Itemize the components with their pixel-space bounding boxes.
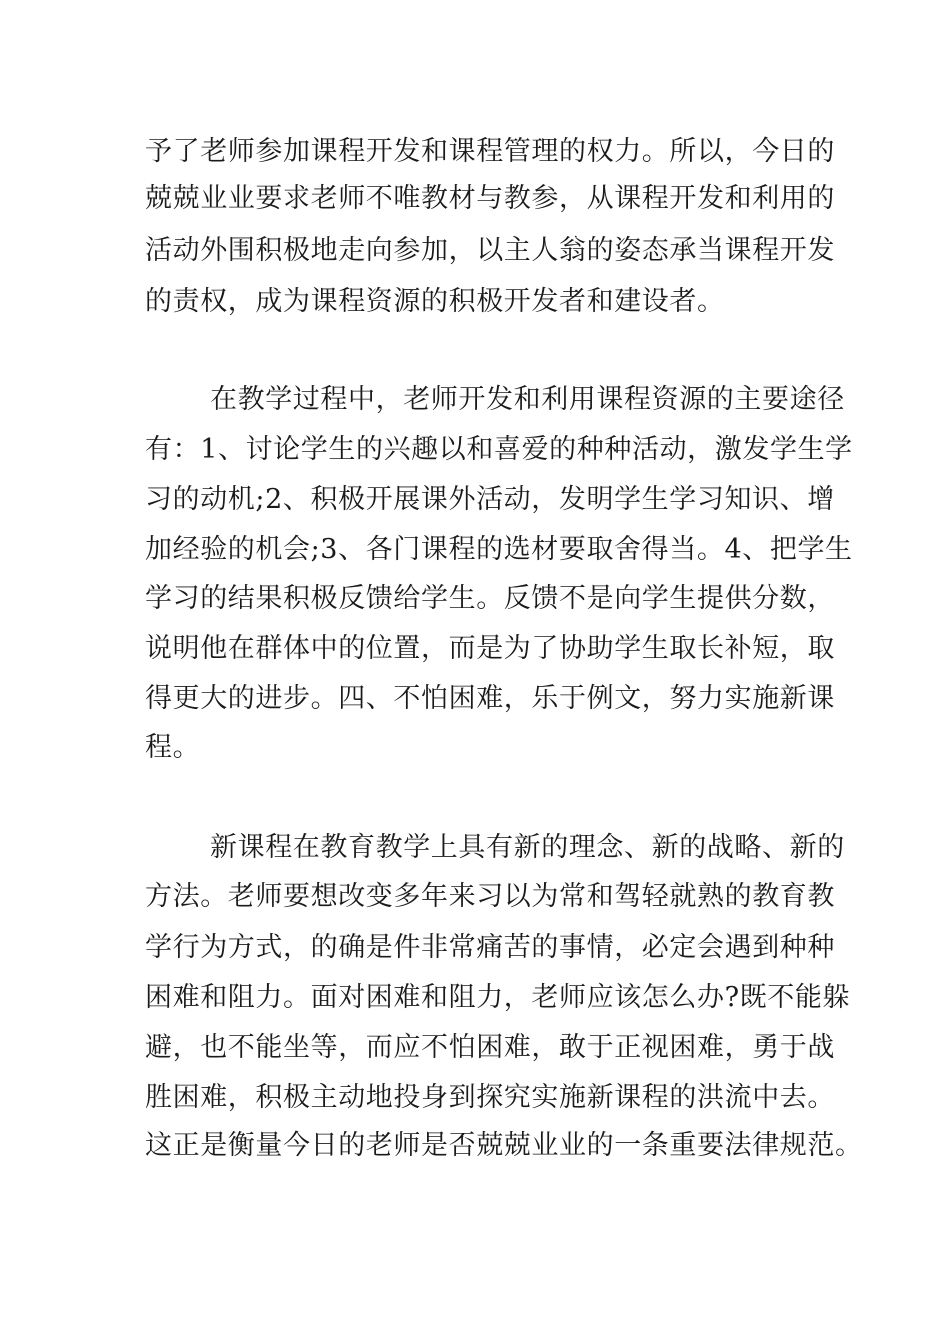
text-line: 学习的结果积极反馈给学生。反馈不是向学生提供分数，	[145, 583, 835, 614]
text-line: 予了老师参加课程开发和课程管理的权力。所以，今日的	[145, 136, 835, 167]
text-line: 兢兢业业要求老师不唯教材与教参，从课程开发和利用的	[145, 183, 835, 214]
text-line: 有：1、讨论学生的兴趣以和喜爱的种种活动，激发学生学	[145, 434, 853, 465]
text-line: 在教学过程中，老师开发和利用课程资源的主要途径	[210, 384, 845, 415]
text-line: 说明他在群体中的位置，而是为了协助学生取长补短，取	[145, 633, 835, 664]
text-line: 的责权，成为课程资源的积极开发者和建设者。	[145, 286, 725, 317]
text-line: 避，也不能坐等，而应不怕困难，敢于正视困难，勇于战	[145, 1032, 835, 1063]
text-line: 方法。老师要想改变多年来习以为常和驾轻就熟的教育教	[145, 881, 835, 912]
text-line: 习的动机;2、积极开展课外活动，发明学生学习知识、增	[145, 484, 835, 515]
text-line: 学行为方式，的确是件非常痛苦的事情，必定会遇到种种	[145, 932, 835, 963]
text-line: 程。	[145, 732, 201, 763]
text-line: 得更大的进步。四、不怕困难，乐于例文，努力实施新课	[145, 683, 835, 714]
text-line: 困难和阻力。面对困难和阻力，老师应该怎么办?既不能躲	[145, 982, 851, 1013]
text-line: 加经验的机会;3、各门课程的选材要取舍得当。4、把学生	[145, 534, 853, 565]
text-line: 活动外围积极地走向参加，以主人翁的姿态承当课程开发	[145, 235, 835, 266]
text-line: 这正是衡量今日的老师是否兢兢业业的一条重要法律规范。	[145, 1130, 863, 1161]
text-line: 新课程在教育教学上具有新的理念、新的战略、新的	[210, 832, 845, 863]
text-line: 胜困难，积极主动地投身到探究实施新课程的洪流中去。	[145, 1082, 835, 1113]
